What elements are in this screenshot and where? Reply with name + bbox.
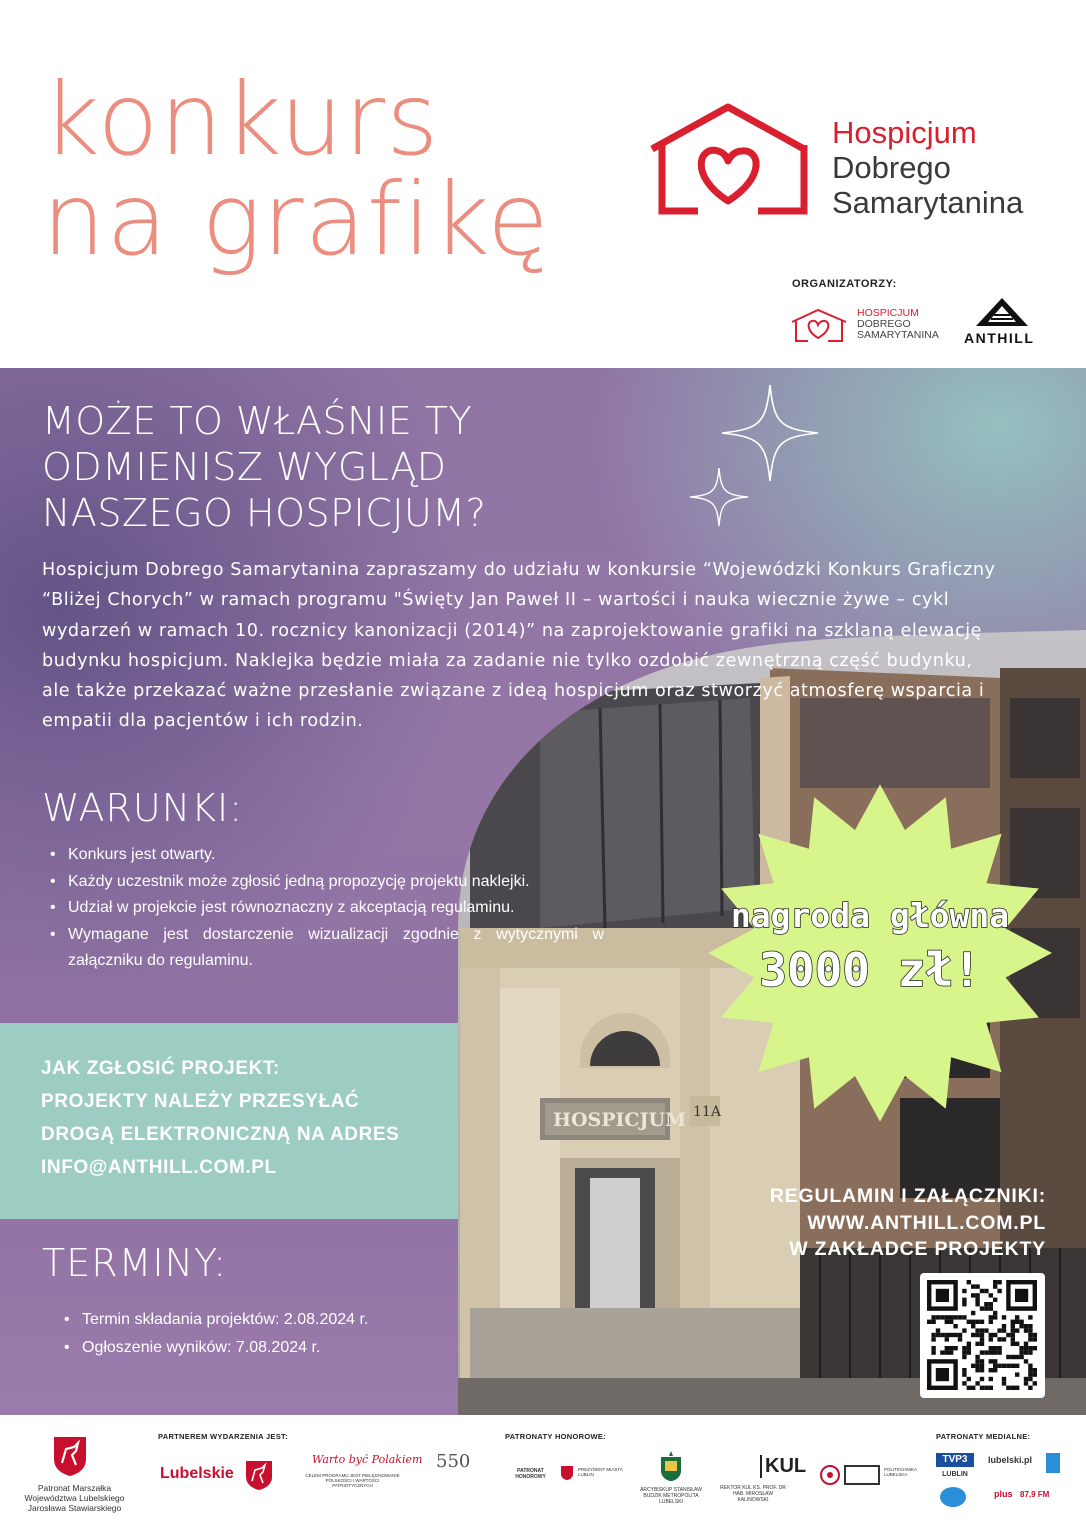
lublin-crest-icon: [560, 1465, 574, 1481]
submission-line-1: JAK ZGŁOSIĆ PROJEKT:: [41, 1058, 280, 1079]
qr-code-icon: [920, 1273, 1045, 1398]
warunki-item: • Konkurs jest otwarty.: [48, 842, 604, 869]
prize-amount: 3000 zł!: [759, 943, 981, 997]
warunki-heading: WARUNKI:: [42, 786, 244, 830]
submission-line-2: PROJEKTY NALEŻY PRZESYŁAĆ: [41, 1091, 360, 1112]
regulations-url[interactable]: WWW.ANTHILL.COM.PL: [807, 1211, 1046, 1234]
archbishop-coat-icon: [657, 1451, 685, 1483]
hospice-logo-text: [832, 115, 1023, 220]
tvp3-subtitle: LUBLIN: [942, 1471, 968, 1478]
prize-text: [700, 896, 1040, 1000]
kul-subtitle: REKTOR KUL KS. PROF. DR HAB. MIROSŁAW KALINOWSKI: [720, 1485, 786, 1503]
anthill-text: ANTHILL: [964, 330, 1035, 346]
media-patronage-label: PATRONATY MEDIALNE:: [936, 1432, 1031, 1441]
house-heart-icon: [648, 103, 818, 221]
org-hds-line-1: HOSPICJUM: [857, 307, 919, 319]
arcybiskup-text: ARCYBISKUP STANISŁAW BUDZIK METROPOLITA LUBELSKI: [640, 1487, 702, 1505]
organizers-label: ORGANIZATORZY:: [792, 278, 897, 290]
kul-logo-text: KUL: [760, 1455, 806, 1478]
intro-paragraph: Hospicjum Dobrego Samarytanina zapraszamy do udziału w konkursie “Wojewódzki Konkurs Graficzny “Bliżej Chorych” w ramach programu "Święty Jan Paweł II – wartości i nauka wiecznie żywe – cykl wydarzeń w ramach 10. rocznicy kanonizacji (2014)” na zaprojektowanie grafiki na szklaną elewację budynku hospicjum. Naklejka będzie miała za zadanie nie tylko ozdobić zewnętrzną część budynku, ale także przekazać ważne przesłanie związane z ideą hospicjum oraz stworzyć atmosferę wsparcia i empatii dla pacjentów i ich rodzin.: [42, 560, 996, 732]
submission-email[interactable]: INFO@ANTHILL.COM.PL: [41, 1157, 277, 1178]
title-line-2: na grafikę: [42, 161, 550, 278]
photo-sign-number: 11A: [693, 1104, 721, 1120]
logo-line-2: Dobrego: [832, 150, 951, 185]
lubelskie-crest-icon: [52, 1435, 88, 1477]
submission-text: [41, 1052, 399, 1184]
honorary-patronage-label: PATRONATY HONOROWE:: [505, 1432, 606, 1441]
organizer-anthill-logo: [962, 296, 1042, 348]
hospice-logo: [648, 103, 1068, 223]
media-app-icon: [1046, 1453, 1060, 1473]
poster-title: [42, 61, 550, 278]
plus-radio-logo: plus: [994, 1489, 1013, 1499]
patronat-honorowy-text: PATRONAT HONOROWY: [515, 1468, 546, 1480]
tvp3-logo: TVP3: [936, 1453, 974, 1467]
lubelski-pl-logo: lubelski.pl: [988, 1455, 1033, 1465]
anthill-triangle-icon: [972, 296, 1032, 328]
politechnika-emblem-icon: [820, 1465, 840, 1485]
warunki-item: • Każdy uczestnik może zgłosić jedną propozycję projektu naklejki.: [48, 869, 604, 896]
prezydent-text: PREZYDENT MIASTA LUBLIN: [578, 1467, 623, 1477]
regulations-line-1: REGULAMIN I ZAŁĄCZNIKI:: [769, 1185, 1046, 1207]
main-panel: [0, 368, 1086, 1415]
org-hds-line-2: DOBREGO: [857, 318, 911, 330]
organizer-hospice-logo: [790, 308, 960, 348]
regulations-line-3: W ZAKŁADCE PROJEKTY: [789, 1238, 1046, 1260]
organizer-hospice-text: [857, 308, 939, 341]
qr-code[interactable]: [920, 1273, 1045, 1398]
patronat-marszalka-text: Patronat Marszałka Województwa Lubelskiego Jarosława Stawiarskiego: [24, 1483, 125, 1513]
photo-sign-hospicjum: HOSPICJUM: [553, 1109, 687, 1131]
title-line-1: konkurs: [42, 61, 440, 178]
lubelskie-logo-text: Lubelskie: [160, 1465, 234, 1482]
lubelskie-shield-icon: [244, 1459, 274, 1491]
small-house-heart-icon: [790, 308, 850, 344]
terminy-item: • Termin składania projektów: 2.08.2024 r.: [62, 1306, 368, 1334]
headline: MOŻE TO WŁAŚNIE TY ODMIENISZ WYGLĄD NASZEGO HOSPICJUM?: [42, 399, 487, 535]
terminy-item: • Ogłoszenie wyników: 7.08.2024 r.: [62, 1334, 368, 1362]
submission-box: [0, 1023, 458, 1219]
org-hds-line-3: SAMARYTANINA: [857, 329, 939, 341]
radio-frequency: 87,9 FM: [1020, 1490, 1050, 1499]
logo-line-1: Hospicjum: [832, 115, 977, 150]
radio-globe-icon: [940, 1487, 966, 1507]
warto-subtitle: CELEM PROGRAMU JEST PIELĘGNOWANIE POLSKOŚCI I WARTOŚCI PATRIOTYCZNYCH: [305, 1473, 400, 1488]
prize-line-1: nagroda główna: [730, 896, 1010, 935]
politechnika-book-icon: [844, 1465, 880, 1485]
politechnika-text: POLITECHNIKA LUBELSKA: [884, 1467, 917, 1477]
logo-550-text: 550: [436, 1451, 471, 1472]
warunki-list: [48, 842, 604, 975]
warto-logo-text: Warto być Polakiem: [312, 1453, 423, 1466]
footer: [0, 1415, 1086, 1536]
terminy-heading: TERMINY:: [42, 1241, 228, 1285]
sparkle-small-icon: [688, 466, 750, 528]
warunki-item: • Udział w projekcie jest równoznaczny z akceptacją regulaminu.: [48, 895, 604, 922]
logo-line-3: Samarytanina: [832, 185, 1024, 220]
regulations-text: [770, 1183, 1046, 1263]
partner-label: PARTNEREM WYDARZENIA JEST:: [158, 1432, 288, 1441]
warunki-item: • Wymagane jest dostarczenie wizualizacji zgodnie z wytycznymi w załączniku do regulaminu.: [48, 922, 604, 975]
submission-line-3: DROGĄ ELEKTRONICZNĄ NA ADRES: [41, 1124, 400, 1145]
terminy-list: [62, 1306, 368, 1362]
